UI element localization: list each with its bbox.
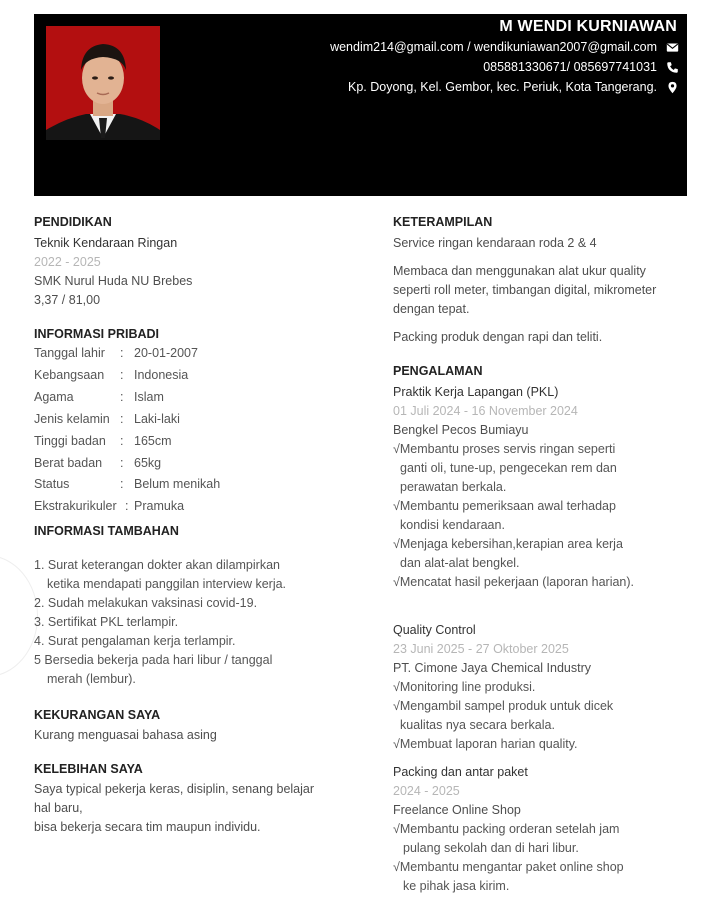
job-duty: √Monitoring line produksi. bbox=[393, 680, 536, 694]
info-label: Jenis kelamin bbox=[34, 412, 110, 426]
info-value: Indonesia bbox=[134, 368, 189, 382]
skill-item: dengan tepat. bbox=[393, 302, 470, 316]
info-value: Belum menikah bbox=[134, 477, 221, 491]
envelope-icon bbox=[666, 41, 679, 54]
job-duty: dan alat-alat bengkel. bbox=[400, 556, 520, 570]
info-label: Kebangsaan bbox=[34, 368, 105, 382]
section-title-informasi-tambahan: INFORMASI TAMBAHAN bbox=[34, 524, 179, 538]
decorative-circle bbox=[0, 555, 38, 677]
profile-photo bbox=[46, 26, 160, 140]
kekurangan-text: Kurang menguasai bahasa asing bbox=[34, 728, 217, 742]
skill-item: Service ringan kendaraan roda 2 & 4 bbox=[393, 236, 597, 250]
job-period: 23 Juni 2025 - 27 Oktober 2025 bbox=[393, 642, 569, 656]
skill-item: Packing produk dengan rapi dan teliti. bbox=[393, 330, 603, 344]
address-text: Kp. Doyong, Kel. Gembor, kec. Periuk, Kota Tangerang. bbox=[348, 80, 657, 94]
list-item: 4. Surat pengalaman kerja terlampir. bbox=[34, 634, 236, 648]
job-role: Quality Control bbox=[393, 623, 476, 637]
job-duty: √Menjaga kebersihan,kerapian area kerja bbox=[393, 537, 623, 551]
section-title-kelebihan: KELEBIHAN SAYA bbox=[34, 762, 143, 776]
education-score: 3,37 / 81,00 bbox=[34, 293, 101, 307]
info-value: 20-01-2007 bbox=[134, 346, 198, 360]
job-duty: √Membantu mengantar paket online shop bbox=[393, 860, 624, 874]
job-duty: √Membantu pemeriksaan awal terhadap bbox=[393, 499, 616, 513]
job-duty: √Mencatat hasil pekerjaan (laporan harian). bbox=[393, 575, 635, 589]
job-company: Bengkel Pecos Bumiayu bbox=[393, 423, 529, 437]
skill-item: seperti roll meter, timbangan digital, mikrometer bbox=[393, 283, 657, 297]
list-item: ketika mendapati panggilan interview kerja. bbox=[47, 577, 287, 591]
job-duty: ganti oli, tune-up, pengecekan rem dan bbox=[400, 461, 617, 475]
list-item: 1. Surat keterangan dokter akan dilampirkan bbox=[34, 558, 280, 572]
info-label: Ekstrakurikuler bbox=[34, 499, 117, 513]
info-label: Status bbox=[34, 477, 70, 491]
job-duty: √Membantu proses servis ringan seperti bbox=[393, 442, 616, 456]
job-role: Packing dan antar paket bbox=[393, 765, 528, 779]
map-pin-icon bbox=[666, 81, 679, 94]
email-line bbox=[330, 40, 679, 54]
phone-line bbox=[483, 60, 679, 74]
info-value: Pramuka bbox=[134, 499, 185, 513]
job-duty: √Membuat laporan harian quality. bbox=[393, 737, 578, 751]
kelebihan-line: hal baru, bbox=[34, 801, 83, 815]
phone-text: 085881330671/ 085697741031 bbox=[483, 60, 657, 74]
list-item: 2. Sudah melakukan vaksinasi covid-19. bbox=[34, 596, 258, 610]
list-item: merah (lembur). bbox=[47, 672, 136, 686]
email-text: wendim214@gmail.com / wendikuniawan2007@gmail.com bbox=[330, 40, 657, 54]
kelebihan-line: Saya typical pekerja keras, disiplin, senang belajar bbox=[34, 782, 315, 796]
section-title-informasi-pribadi: INFORMASI PRIBADI bbox=[34, 327, 159, 341]
job-duty: kualitas nya secara berkala. bbox=[400, 718, 555, 732]
job-role: Praktik Kerja Lapangan (PKL) bbox=[393, 385, 559, 399]
info-label: Berat badan bbox=[34, 456, 103, 470]
info-value: 65kg bbox=[134, 456, 162, 470]
header-banner bbox=[34, 14, 687, 196]
job-duty: perawatan berkala. bbox=[400, 480, 507, 494]
info-label: Agama bbox=[34, 390, 74, 404]
info-value: 165cm bbox=[134, 434, 172, 448]
job-company: Freelance Online Shop bbox=[393, 803, 521, 817]
job-duty: √Mengambil sampel produk untuk dicek bbox=[393, 699, 614, 713]
job-duty: √Membantu packing orderan setelah jam bbox=[393, 822, 620, 836]
skill-item: Membaca dan menggunakan alat ukur quality bbox=[393, 264, 646, 278]
list-item: 3. Sertifikat PKL terlampir. bbox=[34, 615, 179, 629]
section-title-pengalaman: PENGALAMAN bbox=[393, 364, 483, 378]
education-school: SMK Nurul Huda NU Brebes bbox=[34, 274, 193, 288]
job-company: PT. Cimone Jaya Chemical Industry bbox=[393, 661, 591, 675]
info-label: Tinggi badan bbox=[34, 434, 106, 448]
info-value: Islam bbox=[134, 390, 164, 404]
section-title-keterampilan: KETERAMPILAN bbox=[393, 215, 493, 229]
info-label: Tanggal lahir bbox=[34, 346, 105, 360]
info-value: Laki-laki bbox=[134, 412, 180, 426]
candidate-name: M WENDI KURNIAWAN bbox=[499, 18, 677, 35]
phone-icon bbox=[666, 61, 679, 74]
kelebihan-line: bisa bekerja secara tim maupun individu. bbox=[34, 820, 261, 834]
job-duty: kondisi kendaraan. bbox=[400, 518, 505, 532]
address-line bbox=[348, 80, 679, 94]
education-major: Teknik Kendaraan Ringan bbox=[34, 236, 178, 250]
education-years: 2022 - 2025 bbox=[34, 255, 101, 269]
job-duty: ke pihak jasa kirim. bbox=[403, 879, 510, 893]
section-title-kekurangan: KEKURANGAN SAYA bbox=[34, 708, 161, 722]
section-title-pendidikan: PENDIDIKAN bbox=[34, 215, 112, 229]
job-period: 01 Juli 2024 - 16 November 2024 bbox=[393, 404, 578, 418]
job-duty: pulang sekolah dan di hari libur. bbox=[403, 841, 579, 855]
list-item: 5 Bersedia bekerja pada hari libur / tanggal bbox=[34, 653, 273, 667]
job-period: 2024 - 2025 bbox=[393, 784, 460, 798]
